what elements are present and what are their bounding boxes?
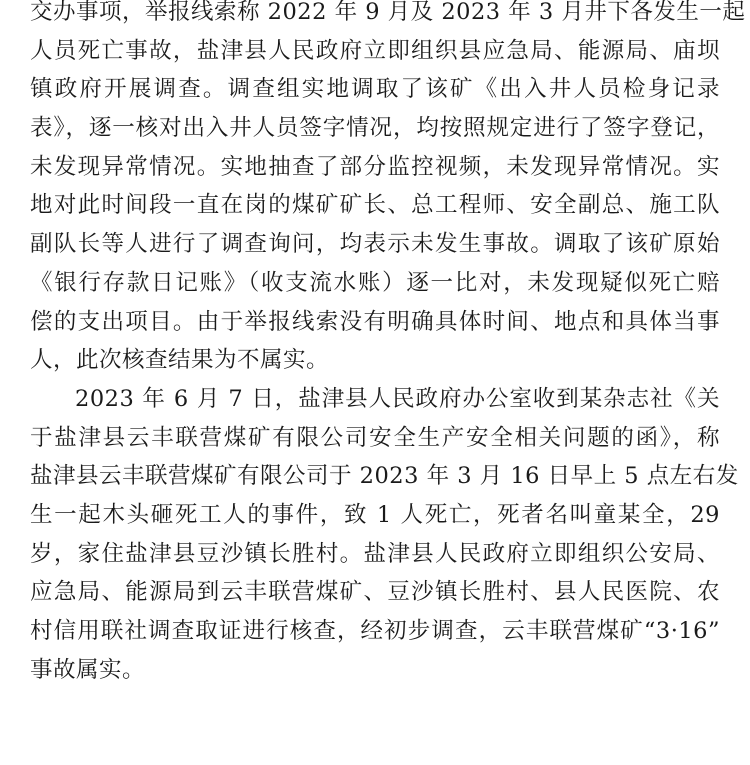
text-line: 镇政府开展调查。调查组实地调取了该矿《出入井人员检身记录 — [30, 76, 720, 103]
text-line: 2023 年 6 月 7 日，盐津县人民政府办公室收到某杂志社《关 — [75, 385, 720, 412]
text-line: 生一起木头砸死工人的事件，致 1 人死亡，死者名叫童某全，29 — [30, 501, 720, 528]
text-line: 岁，家住盐津县豆沙镇长胜村。盐津县人民政府立即组织公安局、 — [30, 540, 720, 567]
paragraph-report-verification — [30, 0, 746, 380]
text-line: 未发现异常情况。实地抽查了部分监控视频，未发现异常情况。实 — [30, 153, 720, 180]
text-line: 人员死亡事故，盐津县人民政府立即组织县应急局、能源局、庙坝 — [30, 37, 720, 64]
text-line: 《银行存款日记账》（收支流水账）逐一比对，未发现疑似死亡赔 — [30, 269, 720, 296]
text-line: 事故属实。 — [30, 656, 146, 683]
text-line: 盐津县云丰联营煤矿有限公司于 2023 年 3 月 16 日早上 5 点左右发 — [30, 463, 739, 490]
text-line: 表》，逐一核对出入井人员签字情况，均按照规定进行了签字登记， — [30, 115, 720, 142]
text-line: 人，此次核查结果为不属实。 — [30, 347, 330, 374]
text-line: 副队长等人进行了调查询问，均表示未发生事故。调取了该矿原始 — [30, 231, 720, 258]
text-line: 偿的支出项目。由于举报线索没有明确具体时间、地点和具体当事 — [30, 308, 720, 335]
text-line: 于盐津县云丰联营煤矿有限公司安全生产安全相关问题的函》，称 — [30, 424, 720, 451]
text-line: 交办事项，举报线索称 2022 年 9 月及 2023 年 3 月井下各发生一起 — [30, 0, 746, 25]
text-line: 村信用联社调查取证进行核查，经初步调查，云丰联营煤矿“3·16” — [30, 618, 720, 644]
text-line: 应急局、能源局到云丰联营煤矿、豆沙镇长胜村、县人民医院、农 — [30, 579, 720, 606]
paragraph-accident-confirmation — [30, 380, 739, 690]
text-line: 地对此时间段一直在岗的煤矿矿长、总工程师、安全副总、施工队 — [30, 192, 720, 219]
document-page — [30, 0, 746, 689]
